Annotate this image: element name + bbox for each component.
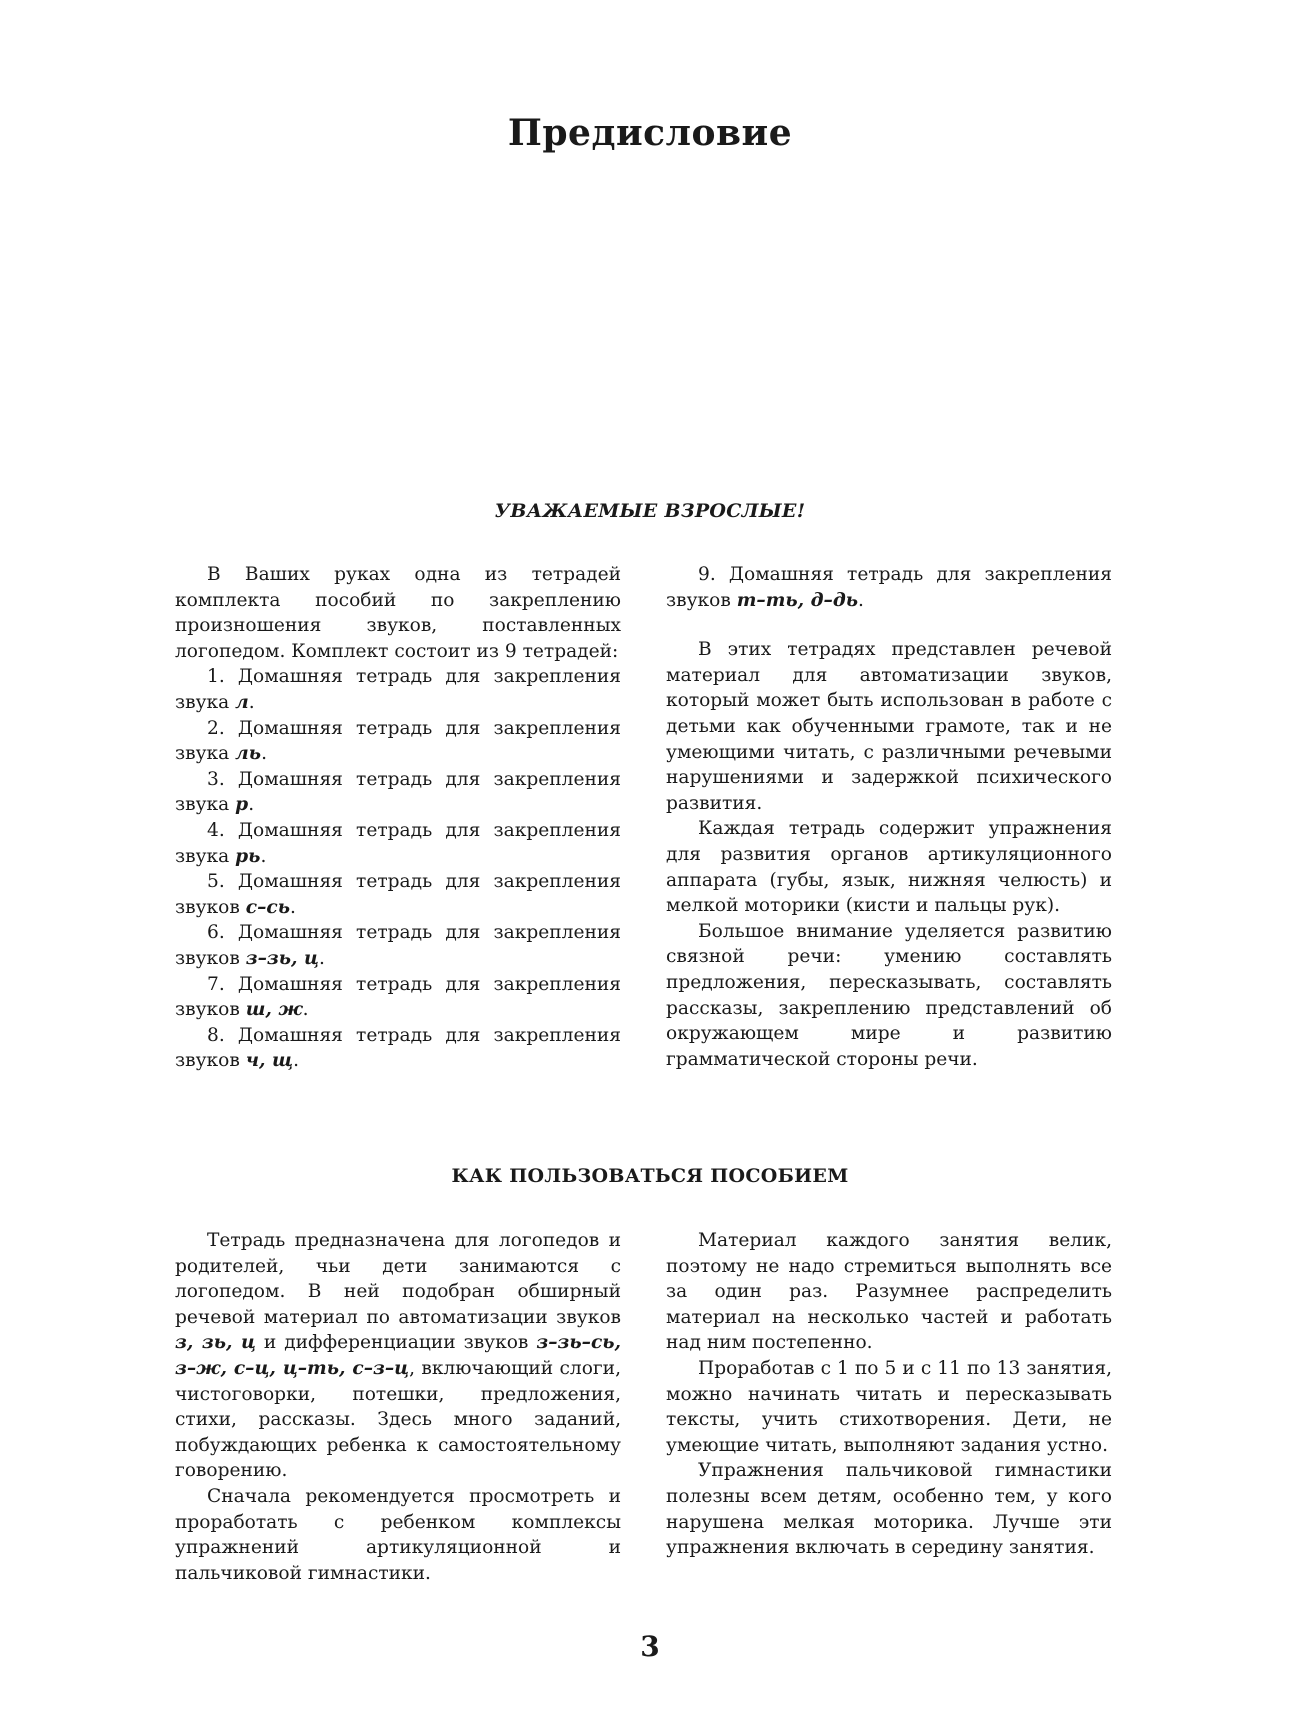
sound-label: р [235,794,249,816]
list-item: 1. Домашняя тетрадь для закрепления звука л. [175,666,621,713]
sound-label: ч, щ [245,1050,294,1072]
recommendation-paragraph: Сначала рекомендуется просмотреть и проработать с ребенком комплексы упражнений артикуляционной и пальчиковой гимнастики. [175,1485,621,1584]
sound-label: с–сь [245,896,290,918]
section-heading-how-to-use: КАК ПОЛЬЗОВАТЬСЯ ПОСОБИЕМ [451,1165,849,1187]
list-item: 3. Домашняя тетрадь для закрепления звука р. [175,768,621,816]
section2-column-left [175,1228,621,1586]
list-item: 2. Домашняя тетрадь для закрепления звука ль. [175,717,621,765]
list-item: 9. Домашняя тетрадь для закрепления звуков т–ть, д–дь. [666,564,1112,611]
page-title: Предисловие [507,112,793,154]
sound-label: л [235,691,249,713]
list-item: 7. Домашняя тетрадь для закрепления звуков ш, ж. [175,973,621,1021]
list-item: 5. Домашняя тетрадь для закрепления звуков с–сь. [175,871,621,918]
sound-label: рь [235,845,261,867]
speech-paragraph: Большое внимание уделяется развитию связной речи: умению составлять предложения, пересказывать, составлять рассказы, закреплению представлений об окружающем мире и развитию грамматической стороны речи. [666,920,1112,1070]
lesson-material-paragraph: Материал каждого занятия велик, поэтому не надо стремиться выполнять все за один раз. Разумнее распределить материал на несколько частей и работать над ним постепенно. [666,1230,1112,1354]
section-heading-dear-adults: УВАЖАЕМЫЕ ВЗРОСЛЫЕ! [494,500,806,522]
finger-gymnastics-paragraph: Упражнения пальчиковой гимнастики полезны всем детям, особенно тем, у кого нарушена мелкая моторика. Лучше эти упражнения включать в середину занятия. [666,1460,1112,1559]
sound-label: з–зь–сь, з–ж, с–ц, ц–ть, с–з–ц [175,1332,622,1379]
purpose-paragraph: Тетрадь предназначена для логопедов и родителей, чьи дети занимаются с логопедом. В ней подобран обширный речевой материал по автоматизации звуков з, зь, ц и дифференциации звуков з–зь–сь, з–ж, с–ц, ц–ть, с–з–ц, включающий слоги, чистоговорки, потешки, предложения, стихи, рассказы. Здесь много заданий, побуждающих ребенка к самостоятельному говорению. [175,1230,622,1482]
sound-label: з, зь, ц [175,1332,256,1354]
section1-column-right [666,562,1112,1072]
section1-column-left [175,562,621,1074]
sound-label: з–зь, ц [245,947,319,969]
reading-paragraph: Проработав с 1 по 5 и с 11 по 13 занятия, можно начинать читать и пересказывать тексты, учить стихотворения. Дети, не умеющие читать, выполняют задания устно. [666,1357,1112,1456]
materials-paragraph: В этих тетрадях представлен речевой материал для автоматизации звуков, который может быть использован в работе с детьми как обученными грамоте, так и не умеющими читать, с различными речевыми нарушениями и задержкой психического развития. [666,639,1112,814]
intro-paragraph: В Ваших руках одна из тетрадей комплекта пособий по закреплению произношения звуков, поставленных логопедом. Комплект состоит из 9 тетрадей: [175,564,621,662]
section2-column-right [666,1228,1112,1561]
list-item: 6. Домашняя тетрадь для закрепления звуков з–зь, ц. [175,922,621,969]
sound-label: ш, ж [245,999,303,1021]
sound-label: т–ть, д–дь [736,589,859,611]
list-item: 8. Домашняя тетрадь для закрепления звуков ч, щ. [175,1024,621,1072]
list-item: 4. Домашняя тетрадь для закрепления звука рь. [175,819,621,867]
sound-label: ль [235,743,262,765]
exercises-paragraph: Каждая тетрадь содержит упражнения для развития органов артикуляционного аппарата (губы, язык, нижняя челюсть) и мелкой моторики (кисти и пальцы рук). [666,818,1112,917]
page-number: 3 [640,1630,660,1663]
